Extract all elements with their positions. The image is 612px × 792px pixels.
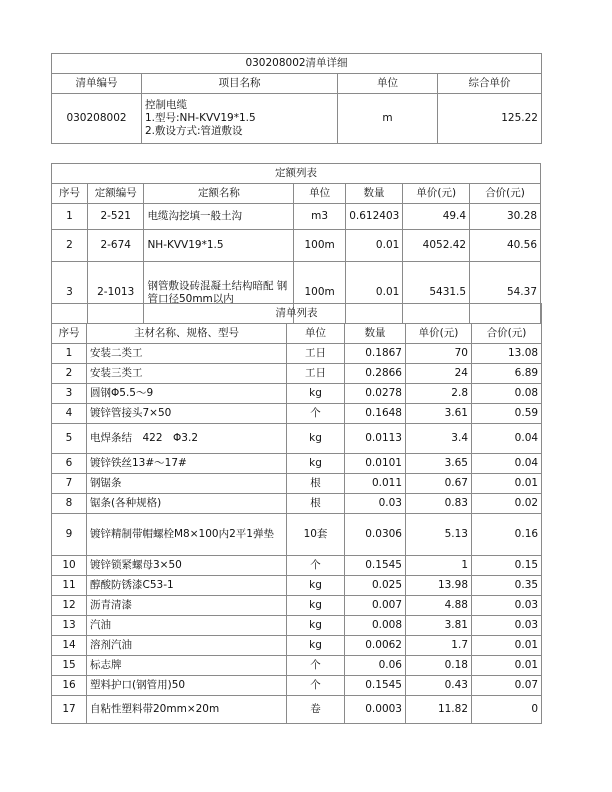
quota-code: 2-521 [87,204,144,230]
material-unit: 根 [287,494,345,514]
item-description [142,94,338,144]
col-unit-price: 综合单价 [438,74,542,94]
material-qty: 0.025 [345,576,406,596]
material-unit: 个 [287,656,345,676]
material-unit: kg [287,424,345,454]
material-unit: 卷 [287,696,345,724]
material-qty: 0.03 [345,494,406,514]
bill-unit: m [338,94,438,144]
material-row [52,344,542,364]
material-unit: kg [287,576,345,596]
material-total: 0.01 [472,656,542,676]
quota-header-code: 定额编号 [87,184,144,204]
material-qty: 0.0278 [345,384,406,404]
quota-header-qty: 数量 [345,184,403,204]
material-qty: 0.007 [345,596,406,616]
material-row [52,656,542,676]
material-total: 0.03 [472,616,542,636]
material-total: 6.89 [472,364,542,384]
col-item-name: 项目名称 [142,74,338,94]
material-unit: 个 [287,404,345,424]
material-row [52,364,542,384]
material-name: 安装二类工 [87,344,287,364]
material-header-no: 序号 [52,324,87,344]
quota-name: NH-KVV19*1.5 [144,230,294,262]
material-total: 0.35 [472,576,542,596]
material-no: 12 [52,596,87,616]
quota-name: 电缆沟挖填一般土沟 [144,204,294,230]
quota-unit: 100m [294,262,345,324]
material-row [52,556,542,576]
quota-header-no: 序号 [52,184,88,204]
quota-header-name: 定额名称 [144,184,294,204]
material-name: 圆钢Φ5.5～9 [87,384,287,404]
material-unit: 根 [287,474,345,494]
material-row [52,696,542,724]
material-row [52,454,542,474]
material-row [52,676,542,696]
quota-unit: 100m [294,230,345,262]
quota-total: 40.56 [470,230,541,262]
material-qty: 0.011 [345,474,406,494]
materials-list-title: 清单列表 [52,304,542,324]
material-name: 镀锌锁紧螺母3×50 [87,556,287,576]
material-name: 锯条(各种规格) [87,494,287,514]
material-total: 0.07 [472,676,542,696]
material-qty: 0.0306 [345,514,406,556]
material-name: 镀锌管接头7×50 [87,404,287,424]
material-row [52,494,542,514]
material-unit: 10套 [287,514,345,556]
material-price: 4.88 [406,596,472,616]
material-no: 4 [52,404,87,424]
quota-total: 54.37 [470,262,541,324]
material-name: 镀锌铁丝13#～17# [87,454,287,474]
material-qty: 0.0003 [345,696,406,724]
material-qty: 0.06 [345,656,406,676]
material-name: 安装三类工 [87,364,287,384]
quota-table [51,163,541,324]
material-total: 0.01 [472,636,542,656]
material-price: 70 [406,344,472,364]
material-unit: kg [287,384,345,404]
quota-row [52,204,541,230]
quota-code: 2-1013 [87,262,144,324]
material-total: 0.04 [472,454,542,474]
quota-no: 1 [52,204,88,230]
material-row [52,514,542,556]
material-price: 0.18 [406,656,472,676]
material-qty: 0.0062 [345,636,406,656]
material-no: 16 [52,676,87,696]
material-row [52,596,542,616]
quota-qty: 0.01 [345,262,403,324]
material-name: 沥青清漆 [87,596,287,616]
item-spec-method: 2.敷设方式:管道敷设 [145,125,243,137]
quota-list-title: 定额列表 [52,164,541,184]
material-qty: 0.2866 [345,364,406,384]
material-price: 24 [406,364,472,384]
quota-total: 30.28 [470,204,541,230]
material-total: 0.08 [472,384,542,404]
material-header-unit: 单位 [287,324,345,344]
material-no: 5 [52,424,87,454]
material-row [52,424,542,454]
material-no: 2 [52,364,87,384]
material-no: 6 [52,454,87,474]
material-qty: 0.1545 [345,676,406,696]
bill-unit-price: 125.22 [438,94,542,144]
material-total: 0 [472,696,542,724]
quota-header-price: 单价(元) [403,184,470,204]
materials-table [51,303,542,724]
quota-header-unit: 单位 [294,184,345,204]
material-name: 电焊条结 422 Φ3.2 [87,424,287,454]
quota-qty: 0.01 [345,230,403,262]
material-name: 钢锯条 [87,474,287,494]
material-no: 1 [52,344,87,364]
col-unit: 单位 [338,74,438,94]
bill-detail-title: 030208002清单详细 [52,54,542,74]
quota-no: 3 [52,262,88,324]
material-price: 1 [406,556,472,576]
material-total: 0.16 [472,514,542,556]
material-no: 15 [52,656,87,676]
material-name: 溶剂汽油 [87,636,287,656]
col-bill-code: 清单编号 [52,74,142,94]
material-no: 14 [52,636,87,656]
material-row [52,636,542,656]
quota-price: 49.4 [403,204,470,230]
material-price: 3.4 [406,424,472,454]
material-price: 3.65 [406,454,472,474]
material-qty: 0.1867 [345,344,406,364]
material-name: 汽油 [87,616,287,636]
material-name: 塑料护口(钢管用)50 [87,676,287,696]
material-total: 13.08 [472,344,542,364]
quota-row [52,230,541,262]
material-total: 0.59 [472,404,542,424]
material-unit: 个 [287,556,345,576]
material-price: 0.83 [406,494,472,514]
material-unit: kg [287,616,345,636]
material-header-qty: 数量 [345,324,406,344]
quota-code: 2-674 [87,230,144,262]
bill-code: 030208002 [52,94,142,144]
material-price: 13.98 [406,576,472,596]
material-total: 0.02 [472,494,542,514]
quota-no: 2 [52,230,88,262]
material-no: 8 [52,494,87,514]
material-total: 0.04 [472,424,542,454]
material-unit: 工日 [287,364,345,384]
material-qty: 0.1545 [345,556,406,576]
material-price: 2.8 [406,384,472,404]
material-no: 3 [52,384,87,404]
material-no: 10 [52,556,87,576]
material-price: 3.81 [406,616,472,636]
material-price: 1.7 [406,636,472,656]
material-name: 镀锌精制带帽螺栓M8×100内2平1弹垫 [87,514,287,556]
item-name: 控制电缆 [145,99,187,111]
material-price: 3.61 [406,404,472,424]
material-qty: 0.1648 [345,404,406,424]
material-qty: 0.0113 [345,424,406,454]
material-name: 醇酸防锈漆C53-1 [87,576,287,596]
material-unit: kg [287,636,345,656]
material-name: 标志牌 [87,656,287,676]
quota-header-total: 合价(元) [470,184,541,204]
material-row [52,576,542,596]
material-qty: 0.008 [345,616,406,636]
material-total: 0.15 [472,556,542,576]
material-price: 5.13 [406,514,472,556]
item-spec-model: 1.型号:NH-KVV19*1.5 [145,112,256,124]
material-price: 11.82 [406,696,472,724]
quota-price: 5431.5 [403,262,470,324]
material-header-name: 主材名称、规格、型号 [87,324,287,344]
material-unit: kg [287,454,345,474]
material-row [52,474,542,494]
material-unit: kg [287,596,345,616]
material-no: 11 [52,576,87,596]
quota-unit: m3 [294,204,345,230]
material-no: 9 [52,514,87,556]
material-total: 0.03 [472,596,542,616]
material-price: 0.67 [406,474,472,494]
material-no: 13 [52,616,87,636]
material-row [52,404,542,424]
material-row [52,384,542,404]
material-name: 自粘性塑料带20mm×20m [87,696,287,724]
material-no: 7 [52,474,87,494]
materials-rows [52,344,542,724]
material-no: 17 [52,696,87,724]
material-row [52,616,542,636]
material-total: 0.01 [472,474,542,494]
material-header-price: 单价(元) [406,324,472,344]
material-qty: 0.0101 [345,454,406,474]
material-unit: 工日 [287,344,345,364]
bill-item-table [51,53,542,144]
quota-price: 4052.42 [403,230,470,262]
quota-qty: 0.612403 [345,204,403,230]
quota-name: 钢管敷设砖混凝土结构暗配 钢管口径50mm以内 [144,262,294,324]
material-unit: 个 [287,676,345,696]
material-price: 0.43 [406,676,472,696]
material-header-total: 合价(元) [472,324,542,344]
